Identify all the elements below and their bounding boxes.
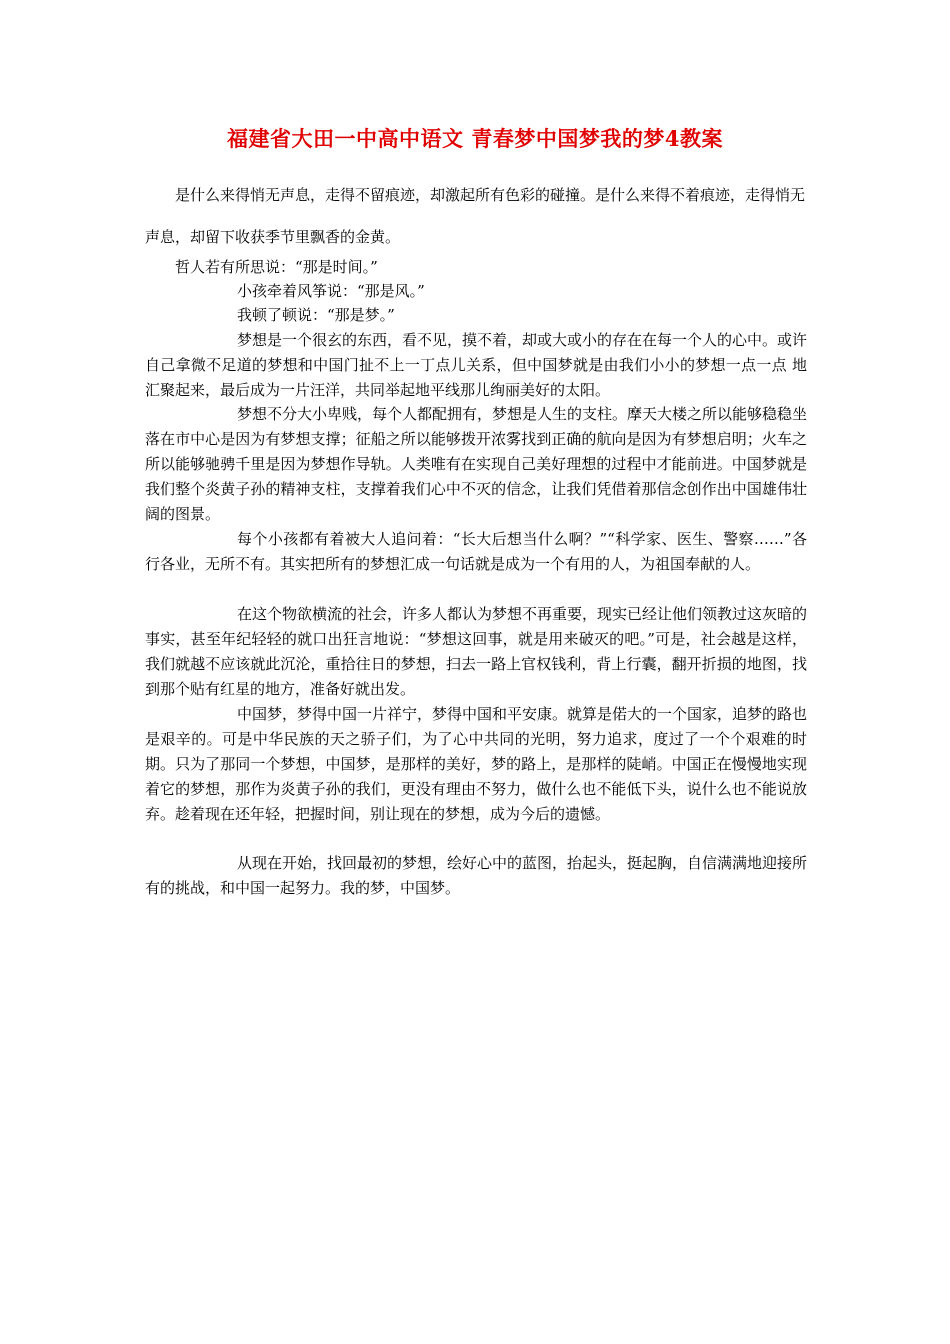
paragraph-dream-mystery: 梦想是一个很玄的东西，看不见，摸不着，却或大或小的存在在每一个人的心中。或许自己拿微不足道的梦想和中国门扯不上一丁点儿关系，但中国梦就是由我们小小的梦想一点一点 地汇聚起来，最后成为一片汪洋，共同举起地平线那儿绚丽美好的太阳。: [145, 331, 808, 399]
dialogue-line-me: 我顿了顿说：“那是梦。”: [237, 306, 395, 324]
paragraph-china-dream: 中国梦，梦得中国一片祥宁，梦得中国和平安康。就算是偌大的一个国家，追梦的路也是艰辛的。可是中华民族的天之骄子们，为了心中共同的光明，努力追求，度过了一个个艰难的时期。只为了那同一个梦想，中国梦，是那样的美好，梦的路上，是那样的陡峭。中国正在慢慢地实现着它的梦想，那作为炎黄子孙的我们，更没有理由不努力，做什么也不能低下头，说什么也不能说放弃。趁着现在还年轻，把握时间，别让现在的梦想，成为今后的遗憾。: [145, 705, 808, 823]
dialogue-line-philosopher: 哲人若有所思说：“那是时间。”: [175, 258, 378, 276]
intro-paragraph: 是什么来得悄无声息，走得不留痕迹，却激起所有色彩的碰撞。是什么来得不着痕迹，走得悄无声息，却留下收获季节里飘香的金黄。: [145, 186, 806, 246]
paragraph-children-dreams: 每个小孩都有着被大人追问着：“长大后想当什么啊？”“科学家、医生、警察……”各行各业，无所不有。其实把所有的梦想汇成一句话就是成为一个有用的人，为祖国奉献的人。: [145, 530, 807, 573]
dialogue-line-child: 小孩牵着风筝说：“那是风。”: [237, 282, 425, 300]
paragraph-materialistic-society: 在这个物欲横流的社会，许多人都认为梦想不再重要，现实已经让他们领教过这灰暗的事实，甚至年纪轻轻的就口出狂言地说：“梦想这回事，就是用来破灭的吧。”可是，社会越是这样，我们就越不应该就此沉沦，重拾往日的梦想，扫去一路上官权钱利，背上行囊，翻开折损的地图，找到那个贴有红星的地方，准备好就出发。: [145, 605, 808, 698]
paragraph-conclusion: 从现在开始，找回最初的梦想，绘好心中的蓝图，抬起头，挺起胸，自信满满地迎接所有的挑战，和中国一起努力。我的梦，中国梦。: [145, 854, 808, 897]
paragraph-dream-pillar: 梦想不分大小卑贱，每个人都配拥有，梦想是人生的支柱。摩天大楼之所以能够稳稳坐落在市中心是因为有梦想支撑；征船之所以能够拨开浓雾找到正确的航向是因为有梦想启明；火车之所以能够驰骋千里是因为梦想作导轨。人类唯有在实现自己美好理想的过程中才能前进。中国梦就是我们整个炎黄子孙的精神支柱，支撑着我们心中不灭的信念，让我们凭借着那信念创作出中国雄伟壮阔的图景。: [145, 405, 808, 523]
document-title: 福建省大田一中高中语文 青春梦中国梦我的梦4教案: [227, 126, 723, 151]
